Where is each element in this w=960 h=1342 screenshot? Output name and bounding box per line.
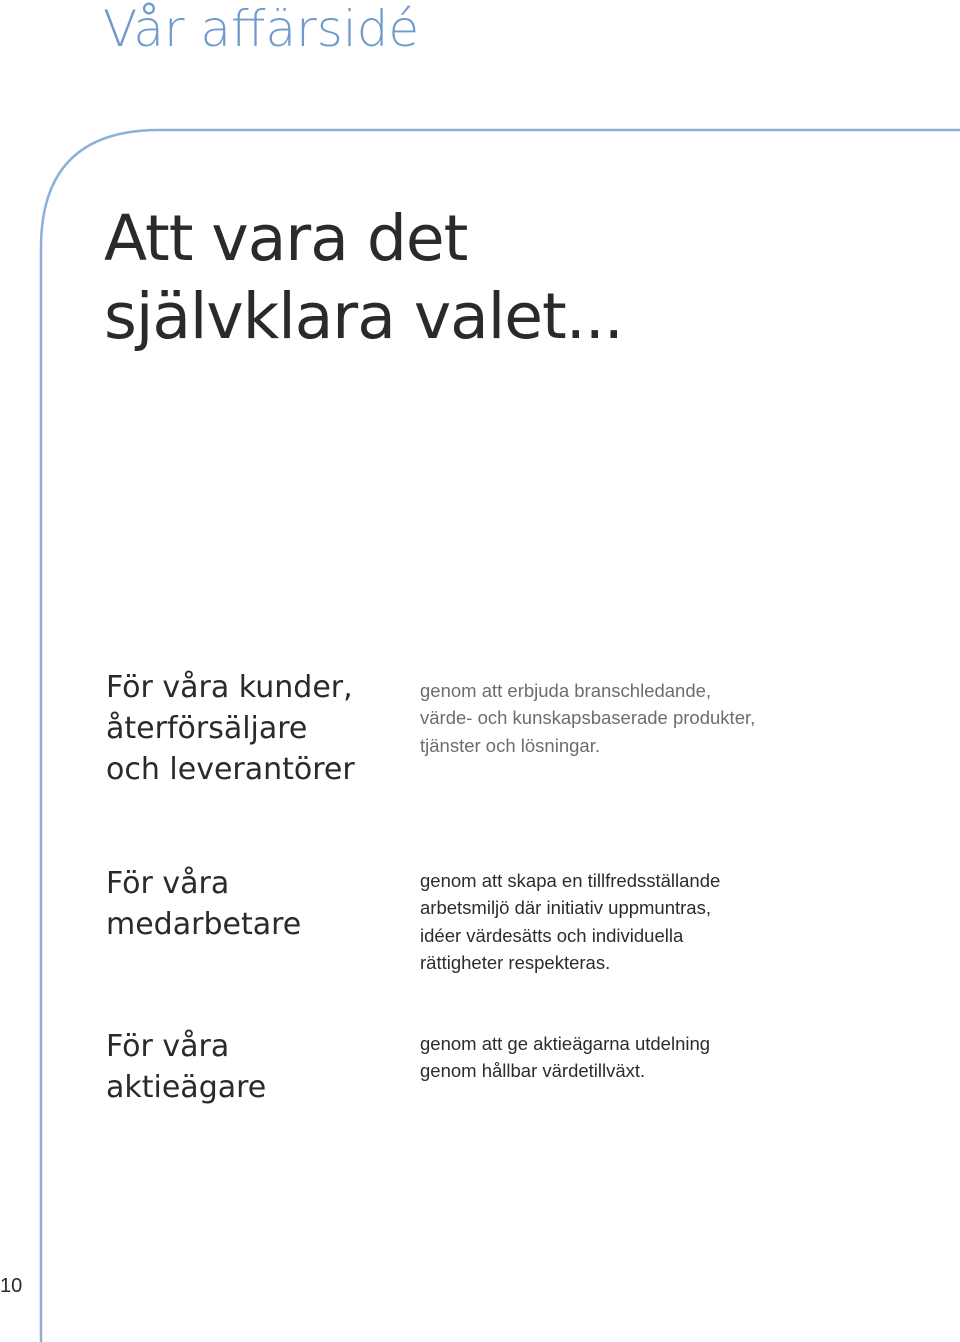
audience-line: För våra kunder,	[106, 670, 353, 705]
page-heading: Vår affärsidé	[103, 0, 420, 58]
description-line: arbetsmiljö där initiativ uppmuntras,	[420, 897, 711, 919]
audience-heading	[106, 667, 355, 790]
description-line: värde- och kunskapsbaserade produkter,	[420, 707, 756, 729]
description-line: genom hållbar värdetillväxt.	[420, 1060, 646, 1082]
description-line: genom att ge aktieägarna utdelning	[420, 1033, 711, 1054]
description-line: genom att erbjuda branschledande,	[420, 680, 712, 701]
section-description	[420, 677, 755, 759]
description-line: genom att skapa en tillfredsställande	[420, 870, 721, 891]
page-number: 10	[0, 1275, 23, 1297]
main-title	[104, 200, 623, 356]
main-title-line: Att vara det	[104, 202, 468, 275]
description-line: tjänster och lösningar.	[420, 734, 600, 756]
audience-heading	[106, 1026, 266, 1108]
section-description	[420, 867, 720, 976]
audience-heading	[106, 863, 301, 945]
audience-line: För våra	[106, 866, 230, 901]
audience-line: återförsäljare	[106, 711, 308, 746]
main-title-line: självklara valet...	[104, 280, 623, 353]
audience-line: aktieägare	[106, 1070, 267, 1105]
section-description	[420, 1030, 710, 1085]
description-line: idéer värdesätts och individuella	[420, 924, 684, 946]
audience-line: För våra	[106, 1029, 230, 1064]
audience-line: och leverantörer	[106, 752, 355, 787]
description-line: rättigheter respekteras.	[420, 951, 611, 973]
audience-line: medarbetare	[106, 907, 302, 942]
